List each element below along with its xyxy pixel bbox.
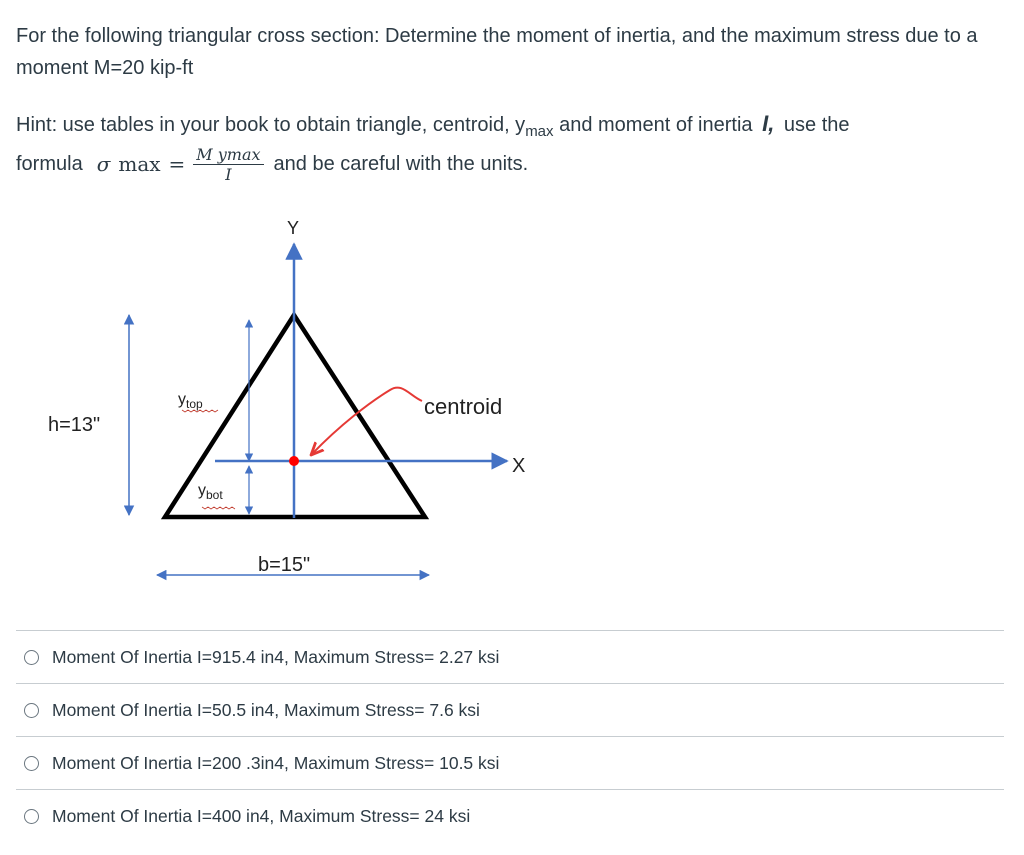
radio-button[interactable] <box>24 650 39 665</box>
answer-option[interactable] <box>16 630 1004 683</box>
ytop-y: y <box>178 391 186 408</box>
hint-part2: and moment of inertia <box>553 114 759 136</box>
formula-fraction <box>193 146 263 183</box>
fraction-numerator: M ymax <box>193 146 263 165</box>
hint-part4: and be careful with the units. <box>273 152 529 175</box>
base-label: b=15" <box>258 554 311 576</box>
formula-word: formula <box>16 152 83 175</box>
ytop-sub: top <box>186 397 203 411</box>
ybot-y: y <box>198 482 206 499</box>
answer-option[interactable] <box>16 736 1004 789</box>
ytop-underline <box>182 410 218 412</box>
answer-option[interactable] <box>16 683 1004 736</box>
y-axis-label: Y <box>287 218 300 238</box>
centroid-pointer-arrow <box>312 388 422 454</box>
triangle-cross-section-figure <box>0 200 560 600</box>
hint-line-2 <box>16 142 528 186</box>
radio-button[interactable] <box>24 756 39 771</box>
radio-button[interactable] <box>24 703 39 718</box>
answer-option[interactable] <box>16 789 1004 842</box>
stress-formula <box>97 146 274 183</box>
hint-part3: use the <box>778 114 850 136</box>
answer-options <box>16 630 1004 842</box>
fraction-denominator: I <box>225 164 232 184</box>
question-text: For the following triangular cross section: Determine the moment of inertia, and the maximum stress due to a moment M=20 kip-ft <box>16 25 978 79</box>
centroid-point <box>289 456 299 466</box>
answer-option-label: Moment Of Inertia I=200 .3in4, Maximum Stress= 10.5 ksi <box>52 752 500 773</box>
ybot-label <box>198 482 223 502</box>
hint-part1: Hint: use tables in your book to obtain triangle, centroid, y <box>16 114 526 136</box>
height-label: h=13" <box>48 414 101 436</box>
sigma-symbol: σ <box>96 152 111 176</box>
answer-option-label: Moment Of Inertia I=400 in4, Maximum Stress= 24 ksi <box>52 805 471 826</box>
ybot-sub: bot <box>206 488 223 502</box>
centroid-label: centroid <box>424 394 503 419</box>
radio-button[interactable] <box>24 809 39 824</box>
ymax-subscript: max <box>525 123 554 140</box>
answer-option-label: Moment Of Inertia I=915.4 in4, Maximum Stress= 2.27 ksi <box>52 646 500 667</box>
equals-sign: = <box>168 152 186 176</box>
answer-option-label: Moment Of Inertia I=50.5 in4, Maximum Stress= 7.6 ksi <box>52 699 480 720</box>
ytop-label <box>178 391 203 411</box>
x-axis-label: X <box>512 455 526 477</box>
moment-of-inertia-symbol: I, <box>762 111 775 136</box>
ybot-underline <box>202 507 235 509</box>
max-word: max <box>118 152 161 176</box>
hint-line-1 <box>16 108 1011 143</box>
